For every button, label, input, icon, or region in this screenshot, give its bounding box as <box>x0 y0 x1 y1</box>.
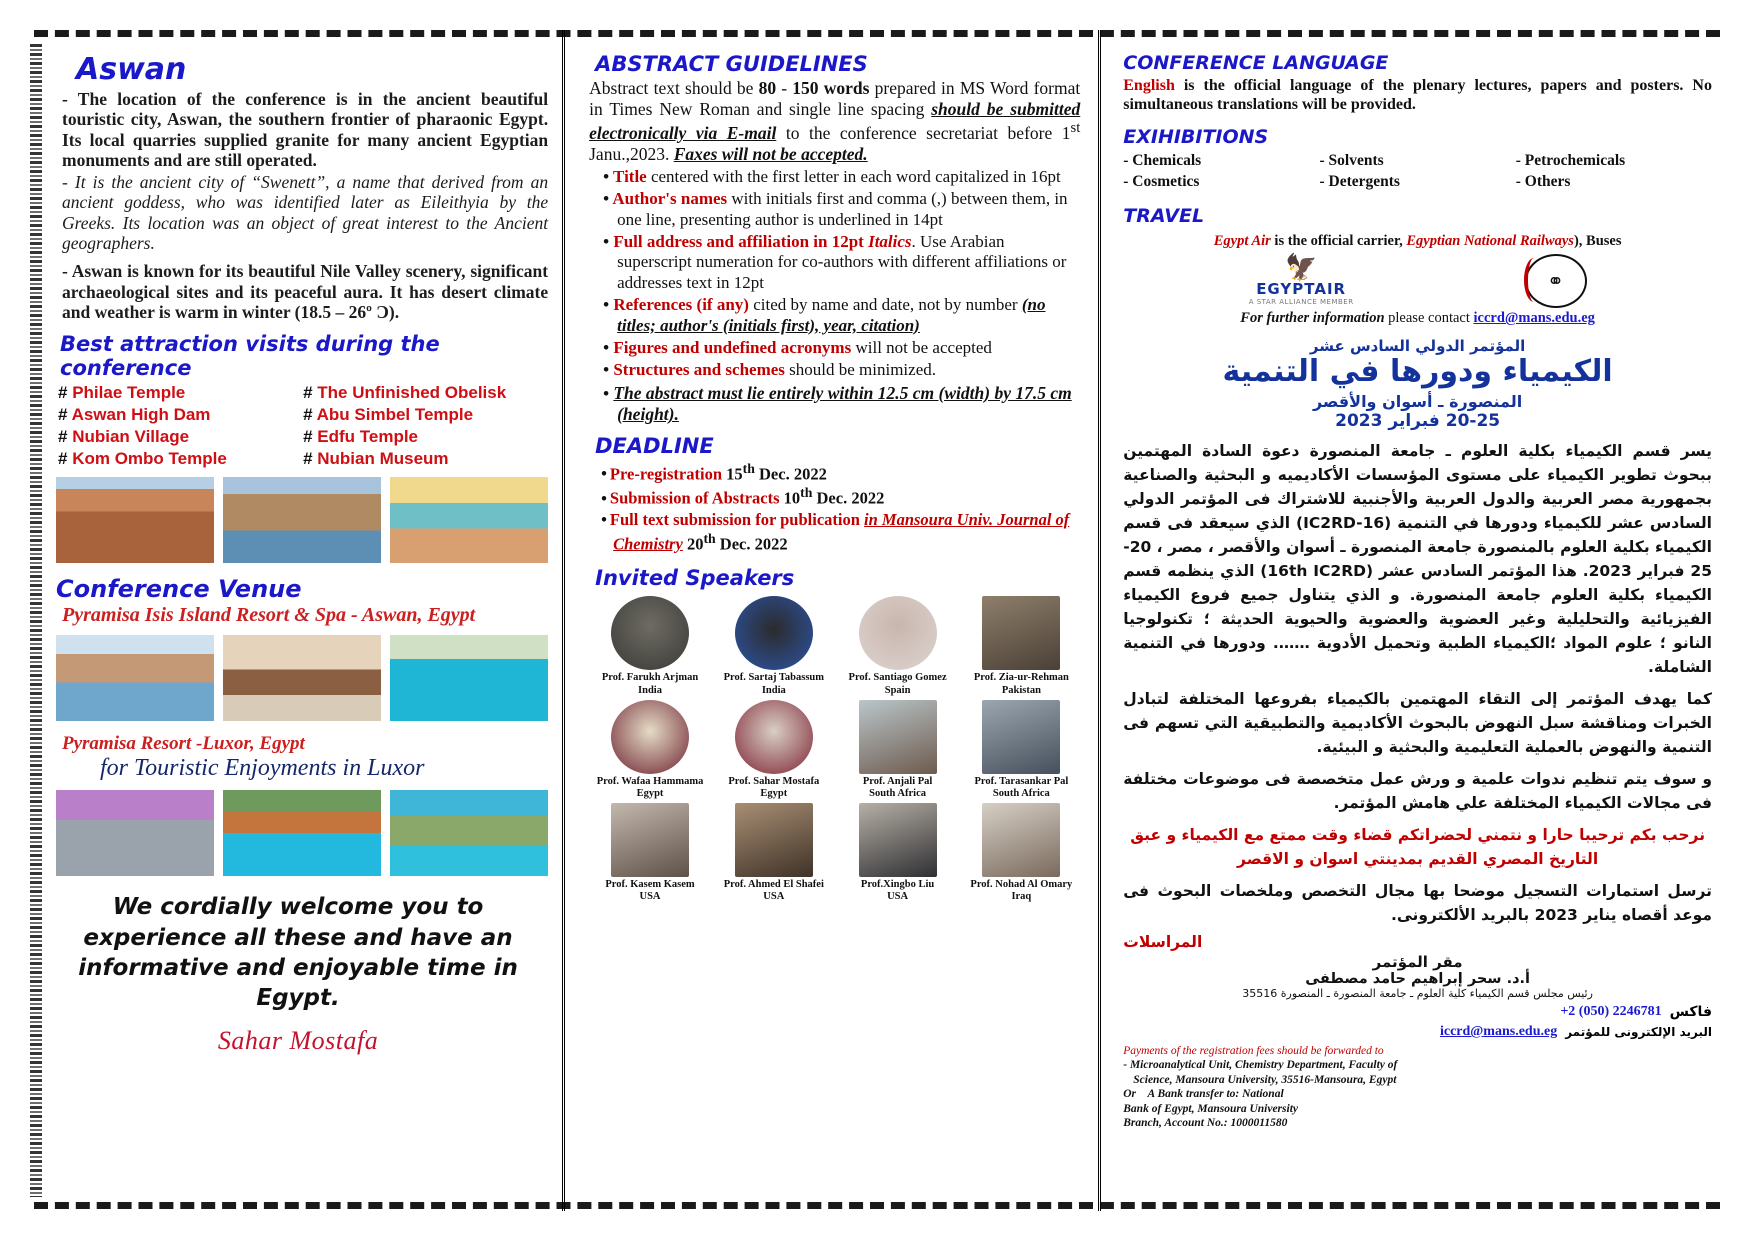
attraction-label: Kom Ombo Temple <box>72 448 227 468</box>
abstract-submit-emphasis: should be submitted electronically via E-mail <box>589 99 1081 143</box>
arabic-paragraph-3: و سوف يتم تنظيم ندوات علمية و ورش عمل متخصصة فى موضوعات مختلفة فى مجالات الكيمياء المختلفة علي هامش المؤتمر. <box>1123 769 1712 812</box>
speaker-name: Prof. Kasem Kasem <box>605 878 695 890</box>
attraction-label: Nubian Village <box>72 426 190 446</box>
email-label: البريد الإلكترونى للمؤتمر <box>1565 1025 1712 1040</box>
attraction-label: Edfu Temple <box>317 426 419 446</box>
deadline-label: Submission of Abstracts <box>609 488 780 508</box>
invited-speakers-heading: Invited Speakers <box>595 566 795 591</box>
deadline-date: Dec. 2022 <box>715 534 788 554</box>
speaker-country: Egypt <box>636 787 664 799</box>
abstract-bullet-references <box>603 295 1080 336</box>
attraction-item: # Nubian Museum <box>303 448 449 468</box>
deadline-journal: in Mansoura Univ. Journal of Chemistry <box>613 509 1070 554</box>
deadline-pre-registration <box>601 460 1080 485</box>
speaker-photo-nohad-al-omary <box>982 803 1060 877</box>
horus-bird-icon: 🦅 <box>1284 252 1318 283</box>
speaker-card <box>591 803 709 902</box>
aswan-paragraph-2: - It is the ancient city of “Swenett”, a name that derived from an ancient goddess, who was identified later as Eileithyia by the Greeks. Its location was an object of great interest to the Ancient geographers. <box>62 172 549 254</box>
deadline-heading: DEADLINE <box>595 433 714 458</box>
deadline-day: 10 <box>779 488 801 508</box>
payment-line-2: Science, Mansoura University, 35516-Mansoura, Egypt <box>1133 1073 1397 1086</box>
decorative-ornament-left <box>30 44 42 1197</box>
language-english-label: English <box>1123 77 1175 94</box>
signature-name: Sahar Mostafa <box>217 1025 379 1055</box>
speaker-name: Prof. Farukh Arjman <box>601 672 699 684</box>
abstract-bullet-authors <box>603 189 1080 230</box>
deadline-day-sup: th <box>703 530 716 546</box>
travel-logos <box>1163 254 1672 308</box>
payment-line-4: Bank of Egypt, Mansoura University <box>1123 1102 1299 1115</box>
travel-railways: Egyptian National Railways <box>1406 233 1574 250</box>
payment-or-label: Or <box>1123 1088 1137 1101</box>
abstract-bullet-affiliation <box>603 232 1080 293</box>
speaker-name: Prof. Sahar Mostafa <box>728 775 820 787</box>
arabic-conference-subtitle: المؤتمر الدولي السادس عشر <box>1309 337 1526 356</box>
speaker-photo-wafaa-hammama <box>611 700 689 774</box>
exhibition-item: - Chemicals <box>1123 152 1202 170</box>
deadline-abstracts <box>601 484 1080 509</box>
exhibition-item: - Detergents <box>1319 173 1400 191</box>
fax-label: فاكس <box>1669 1004 1712 1021</box>
contact-email-link[interactable]: iccrd@mans.edu.eg <box>1473 310 1595 327</box>
speakers-grid <box>591 596 1080 901</box>
bullet-rest: cited by name and date, not by number <box>748 295 1022 315</box>
speaker-card <box>962 803 1080 902</box>
abstract-guidelines-heading: ABSTRACT GUIDELINES <box>595 52 868 76</box>
deadline-day-sup: th <box>800 485 813 501</box>
speaker-card <box>839 803 957 902</box>
speaker-photo-anjali-pal <box>859 700 937 774</box>
venue-subtitle-luxor: Pyramisa Resort -Luxor, Egypt <box>62 733 305 755</box>
abstract-max-words: 150 words <box>792 78 870 98</box>
abstract-bullet-figures <box>603 338 1080 358</box>
attraction-item: # Philae Temple <box>58 383 186 403</box>
bullet-lead: Author's names <box>612 189 728 209</box>
payment-info-block <box>1123 1044 1712 1130</box>
speaker-country: Pakistan <box>1001 684 1041 696</box>
speaker-country: Spain <box>884 684 911 696</box>
abstract-text-part: Abstract text should be <box>589 78 759 98</box>
exhibition-item: - Cosmetics <box>1123 173 1200 191</box>
arabic-venue-label: مقر المؤتمر <box>1372 953 1463 972</box>
speaker-photo-sahar-mostafa <box>735 700 813 774</box>
nubian-village-photo <box>390 477 548 563</box>
philae-temple-nile-photo <box>223 477 381 563</box>
speaker-photo-xingbo-liu <box>859 803 937 877</box>
abstract-guidelines-paragraph <box>589 78 1080 165</box>
speaker-name: Prof. Wafaa Hammama <box>596 775 704 787</box>
bullet-lead: References (if any) <box>613 295 749 315</box>
arabic-chair-name: أ.د. سحر إبراهيم حامد مصطفى <box>1305 971 1531 988</box>
speaker-name: Prof. Nohad Al Omary <box>970 878 1073 890</box>
speaker-photo-zia-ur-rehman <box>982 596 1060 670</box>
conference-language-paragraph <box>1123 76 1712 114</box>
attraction-item: # Edfu Temple <box>303 426 419 446</box>
conference-email-link[interactable]: iccrd@mans.edu.eg <box>1439 1024 1558 1040</box>
speaker-photo-ahmed-el-shafei <box>735 803 813 877</box>
luxor-photo-row <box>56 790 548 876</box>
abstract-bullet-structures <box>603 360 1080 380</box>
speaker-card <box>839 596 957 695</box>
speaker-name: Prof.Xingbo Liu <box>860 878 935 890</box>
attraction-item: # Kom Ombo Temple <box>58 448 227 468</box>
contact-line <box>1123 310 1712 327</box>
aswan-photo-row <box>56 477 548 563</box>
conference-venue-heading: Conference Venue <box>56 575 302 604</box>
isis-island-resort-photo <box>56 635 214 721</box>
star-alliance-label: A STAR ALLIANCE MEMBER <box>1248 297 1354 306</box>
contact-lead-text: For further information <box>1240 310 1385 327</box>
aswan-paragraph-1: - The location of the conference is in the ancient beautiful touristic city, Aswan, the southern frontier of pharaonic Egypt. Its local quarries supplied granite for many ancient Egyptian monuments and are still operated. <box>62 89 549 170</box>
venue-photo-row <box>56 635 548 721</box>
attraction-item: # Nubian Village <box>58 426 190 446</box>
arabic-chair-role: رئيس مجلس قسم الكيمياء كلية العلوم ـ جامعة المنصورة ـ المنصورة 35516 <box>1242 987 1593 1001</box>
attraction-label: Abu Simbel Temple <box>316 405 474 425</box>
column-left-aswan <box>26 30 562 1211</box>
arabic-welcome-paragraph: نرحب بكم ترحيبا حارا و نتمني لحضراتكم قضاء وقت ممتع مع الكيمياء و عبق التاريخ المصري القديم بمدينتي اسوان و الاقصر <box>1130 825 1706 868</box>
exhibition-item: - Petrochemicals <box>1515 152 1626 170</box>
abstract-text-part: prepared in MS Word format in Times New Roman and single line spacing <box>589 78 1081 119</box>
luxor-tourism-line: for Touristic Enjoyments in Luxor <box>100 755 425 782</box>
deadline-day: 20 <box>682 534 704 554</box>
aswan-paragraph-3: - Aswan is known for its beautiful Nile Valley scenery, significant archaeological sites and its peaceful aura. It has desert climate and weather is warm in winter (18.5 – 26º Ɔ). <box>62 261 549 322</box>
payment-line-5: Branch, Account No.: 1000011580 <box>1123 1116 1288 1129</box>
resort-pool-photo <box>390 635 548 721</box>
deadline-date: Dec. 2022 <box>812 488 885 508</box>
payment-or <box>1123 1087 1712 1101</box>
luxor-aerial-pool-photo <box>390 790 548 876</box>
bullet-lead: Title <box>613 166 647 186</box>
payment-title: Payments of the registration fees should be forwarded to <box>1123 1045 1384 1058</box>
speaker-card <box>591 596 709 695</box>
email-row <box>1123 1024 1712 1040</box>
exhibitions-list <box>1123 151 1712 193</box>
speaker-country: India <box>761 684 786 696</box>
speaker-name: Prof. Ahmed El Shafei <box>723 878 824 890</box>
speaker-country: USA <box>639 890 661 902</box>
bullet-rest: . Use Arabian superscript numeration for co-authors with different affiliations or addresses text in 12pt <box>617 232 1067 292</box>
exhibition-item: - Solvents <box>1319 152 1384 170</box>
bullet-lead-italic: Italics <box>868 232 912 251</box>
phone-number: +2 (050) 2246781 <box>1560 1004 1662 1020</box>
bullet-lead: Figures and undefined acronyms <box>613 337 852 357</box>
conference-language-heading: CONFERENCE LANGUAGE <box>1123 52 1389 74</box>
column-right-arabic <box>1098 30 1728 1211</box>
arabic-paragraph-1: يسر قسم الكيمياء بكلية العلوم ـ جامعة المنصورة دعوة السادة المهتمين ببحوث تطوير الكيمياء على مستوى المؤسسات الأكاديميه و البحثية والصناعية بجمهورية مصر العربية والدول العربية والأجنبية للاشتراك فى المؤتمر الدولي السادس عشر للكيمياء ودورها في التنمية (IC2RD-16) الذي سيعقد فى قسم الكيمياء بكلية العلوم بالمنصورة جامعة المنصورة ـ أسوان والأقصر ، مصر ، 20-25 فبراير 2023. هذا المؤتمر السادس عشر (16th IC2RD) الذي ينظمه قسم الكيمياء بكلية العلوم جامعة المنصورة. و الذي يتناول جميع فروع الكيمياء الفيزيائية والتحليلية وغير العضوية والعضوية والحيوية الحديثة ؛ تكنولوجيا النانو ؛ علوم المواد ؛الكيمياء الطبية وتحميل الأدوية ……. ودورها في التنمية الشاملة. <box>1123 441 1712 676</box>
speaker-name: Prof. Anjali Pal <box>862 775 933 787</box>
bullet-rest: with initials first and comma (,) between them, in one line, presenting author is underlined in 14pt <box>617 189 1068 229</box>
egyptian-national-railways-logo: ⚭ <box>1525 254 1587 308</box>
column-middle-guidelines <box>562 30 1098 1211</box>
speaker-photo-kasem-kasem <box>611 803 689 877</box>
exhibitions-heading: EXIHIBITIONS <box>1123 126 1269 149</box>
three-column-layout <box>26 30 1728 1211</box>
speaker-country: USA <box>887 890 909 902</box>
abstract-text-part: to the conference secretariat before 1 <box>776 122 1071 143</box>
egyptair-wordmark: EGYPTAIR <box>1256 279 1347 298</box>
deadline-label: Pre-registration <box>609 464 723 484</box>
deadline-day-sup: th <box>742 460 755 476</box>
attraction-label: The Unfinished Obelisk <box>317 383 507 403</box>
speaker-photo-sartaj-tabassum <box>735 596 813 670</box>
speaker-photo-tarasankar-pal <box>982 700 1060 774</box>
speaker-name: Prof. Sartaj Tabassum <box>723 672 825 684</box>
speaker-name: Prof. Santiago Gomez <box>848 672 947 684</box>
speaker-card <box>591 700 709 799</box>
speaker-card <box>715 803 833 902</box>
speaker-country: South Africa <box>992 787 1050 799</box>
bullet-lead: Full address and affiliation in 12pt <box>613 232 864 251</box>
speaker-card <box>715 700 833 799</box>
speaker-country: South Africa <box>869 787 927 799</box>
welcome-message: We cordially welcome you to experience all these and have an informative and enjoyable time in Egypt. <box>78 894 518 1012</box>
speaker-country: USA <box>763 890 785 902</box>
arabic-paragraph-2: كما يهدف المؤتمر إلى التقاء المهتمين بالكيمياء بفروعها المختلفة لتبادل الخبرات ومناقشة سبل النهوض بالبحوث الأكاديمية والتطبيقية التي تسهم فى التنمية والنهوض بالعملية التعليمية والبحثية و البيئية. <box>1123 689 1712 756</box>
venue-subtitle-aswan: Pyramisa Isis Island Resort & Spa - Aswan, Egypt <box>62 604 476 627</box>
contact-mid-text: please contact <box>1384 310 1474 327</box>
attraction-label: Aswan High Dam <box>71 405 211 425</box>
attractions-list <box>58 382 548 469</box>
abstract-faxes-emphasis: Faxes will not be accepted. <box>673 143 868 164</box>
speaker-photo-santiago-gomez <box>859 596 937 670</box>
arabic-paragraph-5: ترسل استمارات التسجيل موضحا بها مجال التخصص وملخصات البحوث فى موعد أقصاه يناير 2023 بالبريد الألكترونى. <box>1123 881 1712 924</box>
egyptair-logo <box>1248 252 1354 306</box>
attraction-label: Nubian Museum <box>317 448 449 468</box>
temple-columns-photo <box>56 477 214 563</box>
deadline-list <box>589 460 1080 555</box>
luxor-resort-pool-photo <box>223 790 381 876</box>
deadline-day: 15 <box>722 464 743 484</box>
arabic-conference-dates: 20-25 فبراير 2023 <box>1335 410 1501 431</box>
attractions-heading: Best attraction visits during the conference <box>60 332 440 381</box>
arabic-correspondence-label: المراسلات <box>1123 933 1203 952</box>
arabic-conference-title: الكيمياء ودورها في التنمية <box>1222 354 1613 390</box>
speaker-card <box>962 700 1080 799</box>
bullet-rest: should be minimized. <box>784 360 936 380</box>
bullet-rest: centered with the first letter in each word capitalized in 16pt <box>646 166 1061 186</box>
payment-line-1: - Microanalytical Unit, Chemistry Department, Faculty of <box>1123 1059 1398 1072</box>
payment-line-3: A Bank transfer to: National <box>1147 1088 1284 1101</box>
travel-buses: ), Buses <box>1573 233 1622 250</box>
deadline-fulltext <box>601 509 1080 555</box>
bullet-citation-format: (no titles; author's (initials first), year, citation) <box>617 295 1046 335</box>
bullet-rest: will not be accepted <box>851 337 992 357</box>
travel-carrier-line <box>1123 233 1712 250</box>
abstract-min-words: 80 <box>758 78 777 98</box>
deadline-label: Full text submission for publication <box>609 509 865 529</box>
attraction-item: # Abu Simbel Temple <box>303 405 474 425</box>
abstract-text-part: - <box>776 78 793 98</box>
speaker-name: Prof. Tarasankar Pal <box>974 775 1069 787</box>
hotel-room-photo <box>223 635 381 721</box>
attraction-item: # Aswan High Dam <box>58 405 211 425</box>
speaker-country: Iraq <box>1011 890 1032 902</box>
travel-text: is the official carrier, <box>1270 233 1407 250</box>
attraction-label: Philae Temple <box>72 383 186 403</box>
language-text: is the official language of the plenary lectures, papers and posters. No simultaneous translations will be provided. <box>1123 77 1712 114</box>
luxor-hotel-exterior-photo <box>56 790 214 876</box>
travel-heading: TRAVEL <box>1123 205 1205 228</box>
arabic-conference-cities: المنصورة ـ أسوان والأقصر <box>1312 391 1523 411</box>
bullet-lead: Structures and schemes <box>613 360 785 380</box>
bullet-dimensions-text: The abstract must lie entirely within 12.5 cm (width) by 17.5 cm (height). <box>613 382 1072 425</box>
aswan-title: Aswan <box>76 52 187 87</box>
speaker-name: Prof. Zia-ur-Rehman <box>973 672 1069 684</box>
speaker-card <box>839 700 957 799</box>
abstract-bullet-title <box>603 167 1080 187</box>
deadline-date: Dec. 2022 <box>754 464 827 484</box>
abstract-bullet-dimensions <box>603 383 1080 426</box>
speaker-country: Egypt <box>760 787 788 799</box>
abstract-bullet-list <box>589 167 1080 426</box>
speaker-card <box>962 596 1080 695</box>
abstract-date-sup: st <box>1070 120 1081 136</box>
speaker-country: India <box>638 684 662 696</box>
speaker-photo-farukh-arjman <box>611 596 689 670</box>
travel-egypt-air: Egypt Air <box>1213 233 1271 250</box>
speaker-card <box>715 596 833 695</box>
abstract-text-part: Janu.,2023. <box>589 143 674 164</box>
exhibition-item: - Others <box>1515 173 1571 191</box>
phone-row <box>1123 1004 1712 1020</box>
attraction-item: # The Unfinished Obelisk <box>303 383 507 403</box>
